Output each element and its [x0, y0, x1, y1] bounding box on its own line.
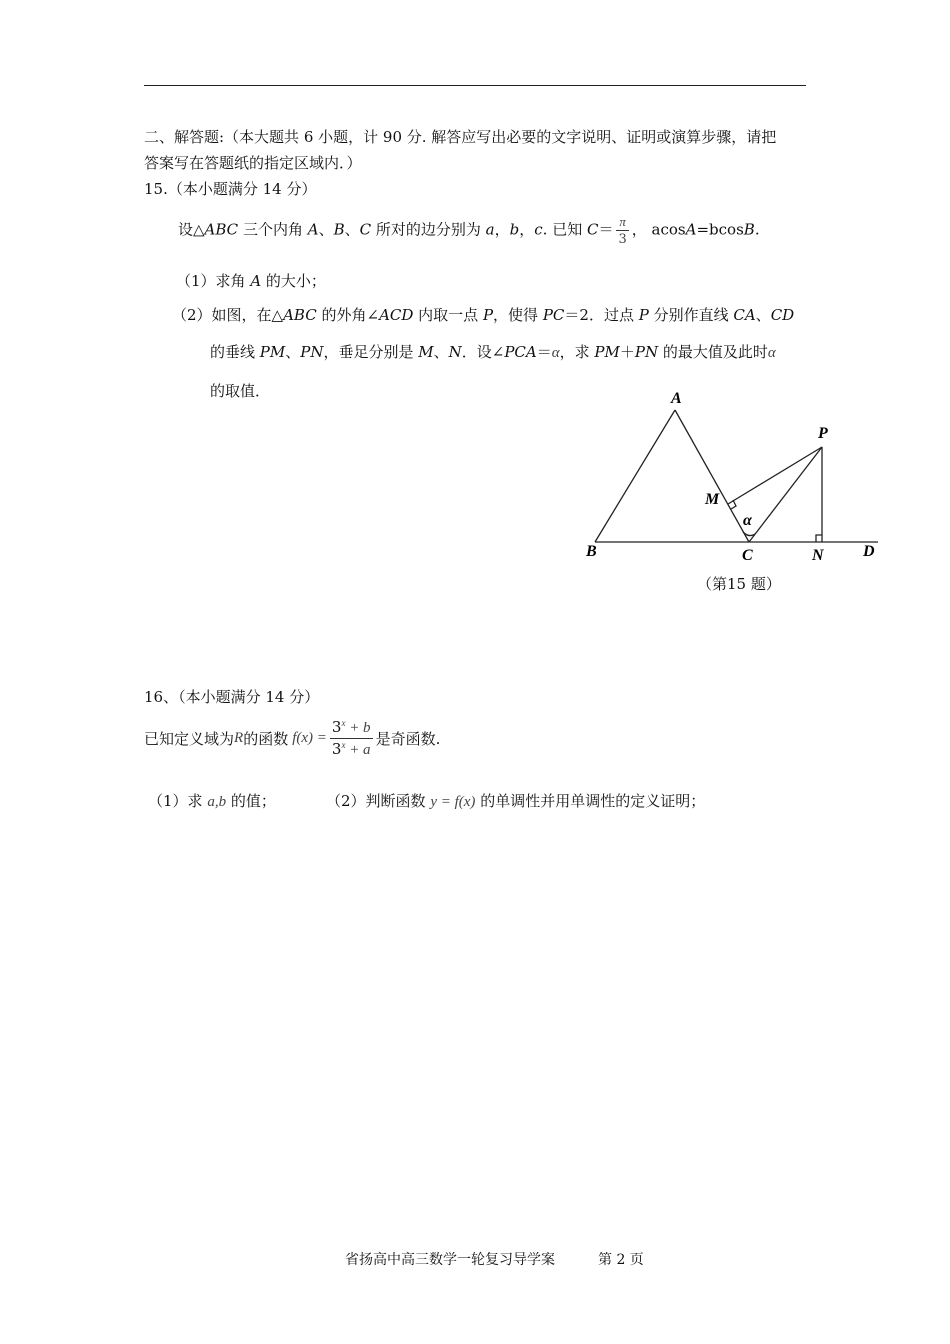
q16-part2: （2）判断函数 y = f(x) 的单调性并用单调性的定义证明；	[326, 792, 706, 810]
footer-page-number: 第 2 页	[598, 1252, 644, 1268]
pi-over-3-fraction: $\frac{\pi}{3}$	[618, 214, 627, 247]
line-PM	[728, 447, 822, 504]
right-angle-N	[816, 535, 822, 542]
q16-part1: （1）求 a,b 的值；	[148, 792, 276, 810]
q15-intro: 设△ABC 三个内角 A、B、C 所对的边分别为 a，b，c. 已知 C＝ $\frac{\pi}{3}$ ， acosA=bcosB.	[178, 214, 760, 247]
q16-header: 16、（本小题满分 14 分）	[144, 688, 320, 706]
label-B: B	[586, 543, 597, 560]
footer-title: 省扬高中高三数学一轮复习导学案	[345, 1252, 555, 1268]
label-A: A	[671, 390, 682, 407]
q15-part2-line2: 的垂线 PM、PN，垂足分别是 M、N．设∠PCA＝α，求 PM＋PN 的最大值及此时α	[210, 343, 776, 361]
label-alpha: α	[743, 512, 752, 529]
label-N: N	[812, 547, 824, 564]
label-D: D	[863, 543, 875, 560]
label-C: C	[742, 547, 753, 564]
q15-part2-line1: （2）如图，在△ABC 的外角∠ACD 内取一点 P，使得 PC＝2．过点 P 分别作直线 CA、CD	[172, 306, 795, 324]
line-AC	[675, 410, 749, 542]
section-heading-line1: 二、解答题:（本大题共 6 小题，计 90 分. 解答应写出必要的文字说明、证明或演算步骤，请把	[144, 128, 777, 146]
line-AB	[595, 410, 675, 542]
figure-caption: （第15 题）	[697, 575, 781, 593]
line-PC	[749, 447, 822, 542]
section-heading-line2: 答案写在答题纸的指定区域内．）	[144, 154, 362, 172]
label-M: M	[705, 491, 720, 508]
q15-header: 15.（本小题满分 14 分）	[144, 180, 317, 198]
q15-part2-line3: 的取值．	[210, 382, 271, 400]
header-rule	[144, 85, 806, 86]
q15-part1: （1）求角 A 的大小；	[176, 272, 326, 290]
label-P: P	[818, 425, 828, 442]
q16-intro: 已知定义域为 R 的函数 f(x) = $\frac{3^x + b}{3^x + a}$ 是奇函数.	[144, 717, 441, 758]
q15-figure	[575, 385, 895, 570]
function-fraction: $\frac{3^x + b}{3^x + a}$	[331, 717, 371, 758]
function-lhs: f(x) =	[292, 729, 327, 746]
